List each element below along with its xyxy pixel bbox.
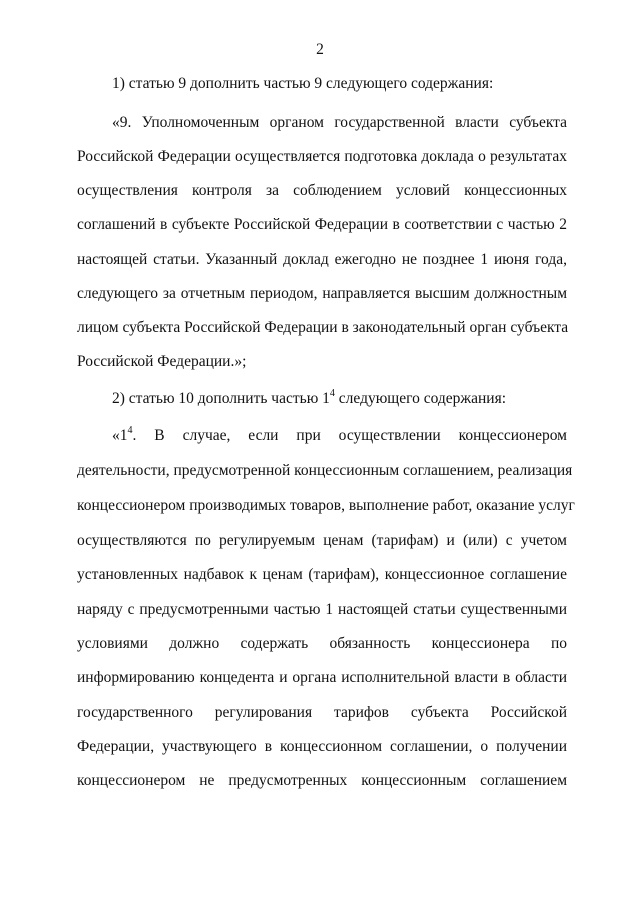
paragraph-line: информированию концедента и органа исполнительной власти в области (77, 669, 567, 686)
superscript: 4 (127, 424, 133, 436)
paragraph-line: Федерации, участвующего в концессионном соглашении, о получении (77, 738, 567, 755)
line-text: следующего содержания: (334, 390, 507, 407)
paragraph-line: осуществляются по регулируемым ценам (тарифам) и (или) с учетом (77, 532, 567, 549)
paragraph-line (112, 389, 567, 409)
paragraph-line: Российской Федерации осуществляется подготовка доклада о результатах (77, 148, 567, 165)
line-text: . В случае, если при осуществлении концессионером (132, 427, 567, 444)
paragraph-line: настоящей статьи. Указанный доклад ежегодно не позднее 1 июня года, (77, 251, 567, 268)
paragraph-line: концессионером не предусмотренных концессионным соглашением (77, 772, 567, 789)
paragraph-line: деятельности, предусмотренной концессионным соглашением, реализация (77, 462, 573, 479)
paragraph-line: государственного регулирования тарифов субъекта Российской (77, 704, 567, 721)
superscript: 4 (329, 387, 335, 399)
paragraph-line: концессионером производимых товаров, выполнение работ, оказание услуг (77, 497, 575, 514)
paragraph-line: Российской Федерации.»; (77, 353, 247, 370)
paragraph-line: 1) статью 9 дополнить частью 9 следующего содержания: (112, 75, 494, 92)
paragraph-line: наряду с предусмотренными частью 1 настоящей статьи существенными (77, 601, 567, 618)
paragraph-line: установленных надбавок к ценам (тарифам), концессионное соглашение (77, 566, 567, 583)
paragraph-line: «9. Уполномоченным органом государственной власти субъекта (112, 114, 567, 131)
paragraph-line: соглашений в субъекте Российской Федерации в соответствии с частью 2 (77, 216, 567, 233)
line-text: 2) статью 10 дополнить частью 1 (112, 390, 330, 407)
paragraph-line: условиями должно содержать обязанность концессионера по (77, 635, 567, 652)
line-text: «1 (112, 427, 128, 444)
paragraph-line: следующего за отчетным периодом, направляется высшим должностным (77, 285, 567, 302)
paragraph-line: осуществления контроля за соблюдением условий концессионных (77, 182, 567, 199)
page-number: 2 (316, 41, 324, 58)
paragraph-line (112, 426, 567, 446)
paragraph-line: лицом субъекта Российской Федерации в законодательный орган субъекта (77, 319, 569, 336)
